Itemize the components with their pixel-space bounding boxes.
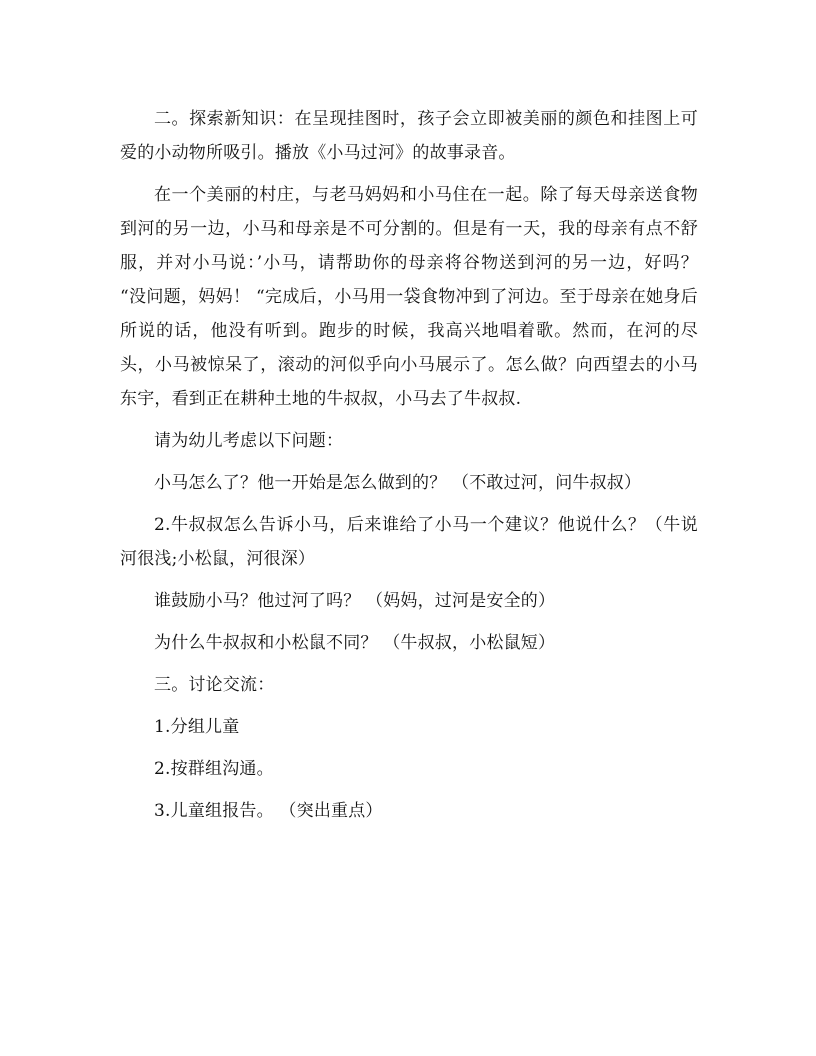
question-2: 2.牛叔叔怎么告诉小马，后来谁给了小马一个建议？他说什么？（牛说河很浅;小松鼠，河很深） (120, 515, 698, 569)
step-3: 3.儿童组报告。 （突出重点） (154, 801, 383, 821)
section-three-heading: 三。讨论交流： (154, 675, 275, 695)
question-3: 谁鼓励小马？他过河了吗？ （妈妈，过河是安全的） (154, 591, 556, 611)
question-1: 小马怎么了？他一开始是怎么做到的？ （不敢过河，问牛叔叔） (154, 473, 642, 493)
step-2: 2.按群组沟通。 (154, 759, 274, 779)
story-paragraph: 在一个美丽的村庄，与老马妈妈和小马住在一起。除了每天母亲送食物到河的另一边，小马和母亲是不可分割的。但是有一天，我的母亲有点不舒服，并对小马说：’小马，请帮助你的母亲将谷物送到河的另一边，好吗？ “没问题，妈妈！ “完成后，小马用一袋食物冲到了河边。至于母亲在她身后所说的话，他没有听到。跑步的时候，我高兴地唱着歌。然而，在河的尽头，小马被惊呆了，滚动的河似乎向小马展示了。怎么做？向西望去的小马东宇，看到正在耕种土地的牛叔叔，小马去了牛叔叔. (120, 185, 698, 409)
document-page (120, 102, 698, 828)
section-two-intro: 二。探索新知识：在呈现挂图时，孩子会立即被美丽的颜色和挂图上可爱的小动物所吸引。播放《小马过河》的故事录音。 (120, 109, 698, 163)
questions-intro: 请为幼儿考虑以下问题： (154, 431, 344, 451)
question-4: 为什么牛叔叔和小松鼠不同？ （牛叔叔，小松鼠短） (154, 633, 556, 653)
step-1: 1.分组儿童 (154, 717, 240, 737)
